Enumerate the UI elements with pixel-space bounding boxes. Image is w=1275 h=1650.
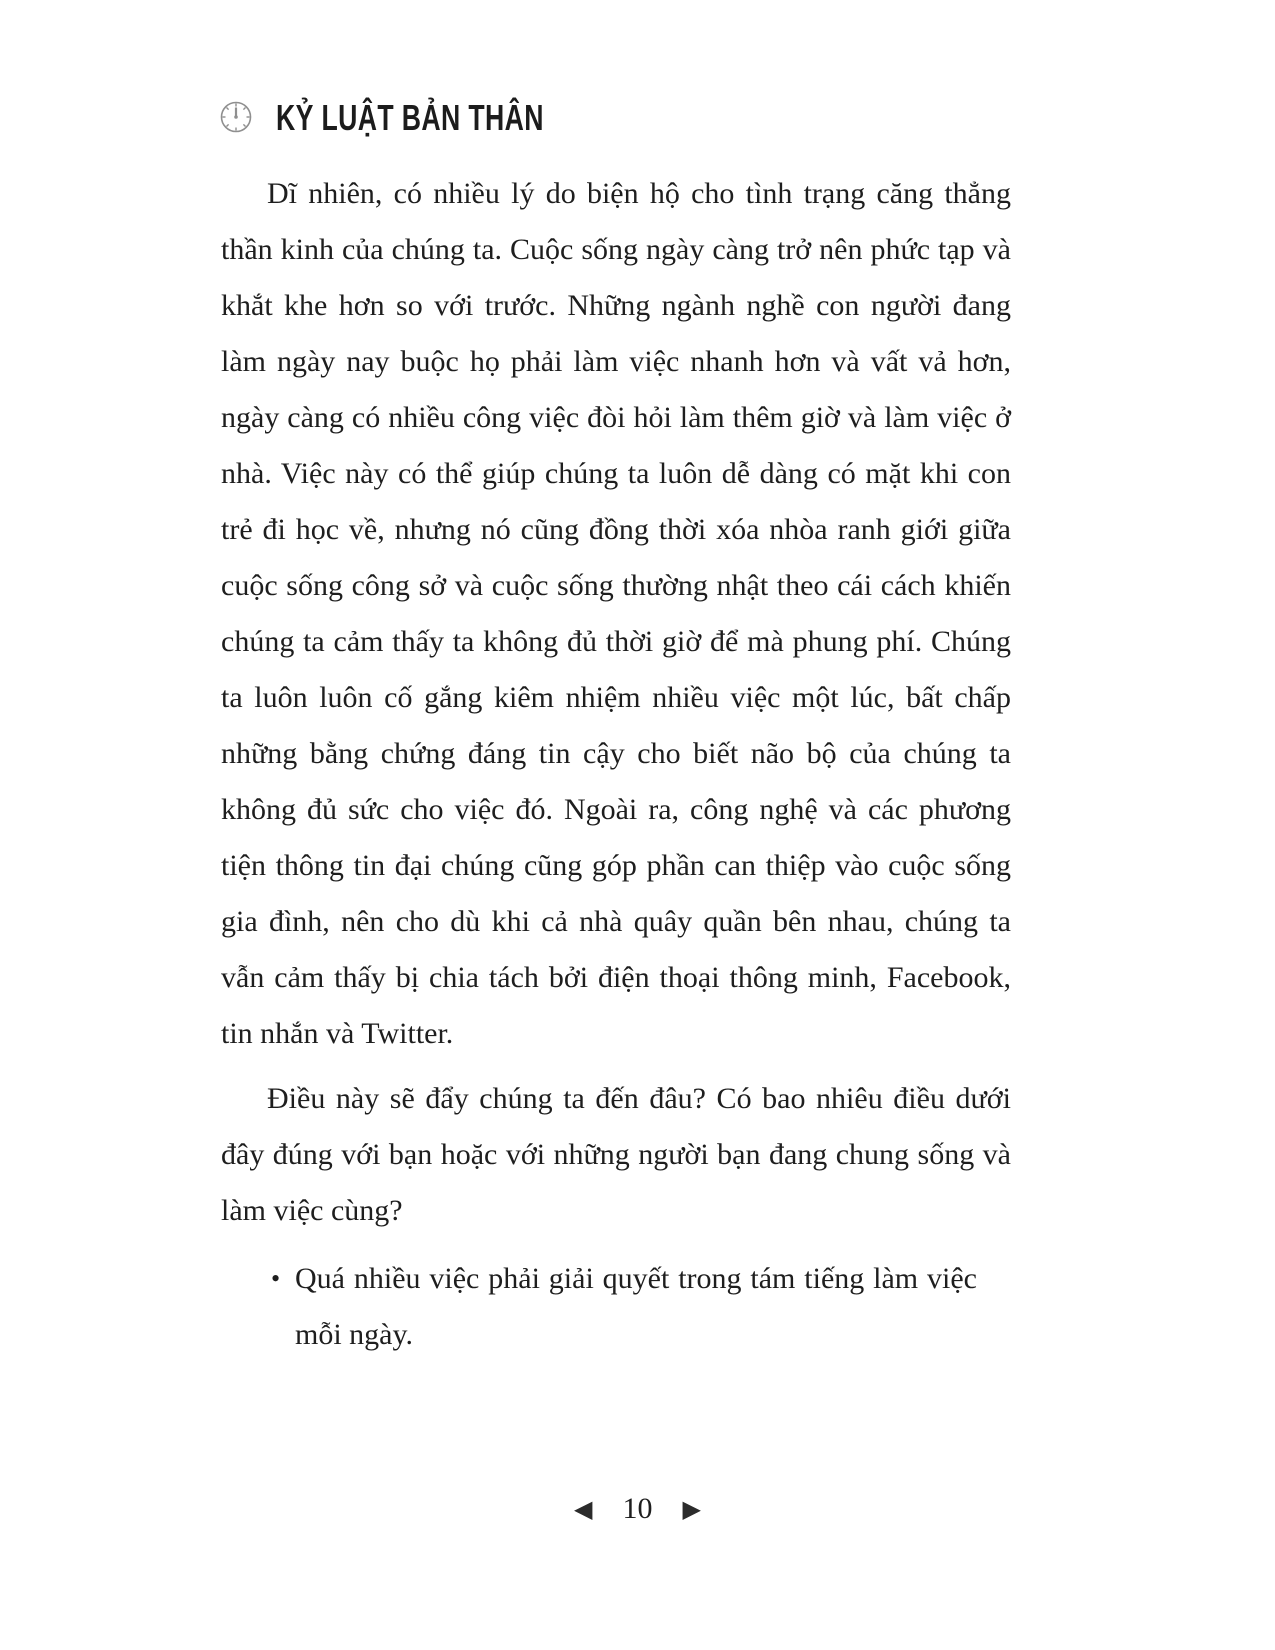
body-text: [221, 166, 1011, 1363]
next-page-icon[interactable]: ▶: [682, 1495, 701, 1523]
paragraph: Dĩ nhiên, có nhiều lý do biện hộ cho tình trạng căng thẳng thần kinh của chúng ta. Cuộc sống ngày càng trở nên phức tạp và khắt khe hơn so với trước. Những ngành nghề con người đang làm ngày nay buộc họ phải làm việc nhanh hơn và vất vả hơn, ngày càng có nhiều công việc đòi hỏi làm thêm giờ và làm việc ở nhà. Việc này có thể giúp chúng ta luôn dễ dàng có mặt khi con trẻ đi học về, nhưng nó cũng đồng thời xóa nhòa ranh giới giữa cuộc sống công sở và cuộc sống thường nhật theo cái cách khiến chúng ta cảm thấy ta không đủ thời giờ để mà phung phí. Chúng ta luôn luôn cố gắng kiêm nhiệm nhiều việc một lúc, bất chấp những bằng chứng đáng tin cậy cho biết não bộ của chúng ta không đủ sức cho việc đó. Ngoài ra, công nghệ và các phương tiện thông tin đại chúng cũng góp phần can thiệp vào cuộc sống gia đình, nên cho dù khi cả nhà quây quần bên nhau, chúng ta vẫn cảm thấy bị chia tách bởi điện thoại thông minh, Facebook, tin nhắn và Twitter.: [221, 177, 1011, 1050]
paragraph: Điều này sẽ đẩy chúng ta đến đâu? Có bao nhiêu điều dưới đây đúng với bạn hoặc với những người bạn đang chung sống và làm việc cùng?: [221, 1082, 1011, 1227]
page-header: [218, 98, 638, 136]
page-number: 10: [622, 1492, 653, 1525]
page-title: KỶ LUẬT BẢN THÂN: [276, 97, 544, 138]
bullet-list: [221, 1251, 1011, 1363]
bullet-icon: •: [271, 1264, 281, 1293]
page-footer: [0, 1494, 1275, 1524]
bullet-text: Quá nhiều việc phải giải quyết trong tám tiếng làm việc mỗi ngày.: [295, 1262, 977, 1351]
clock-icon: [218, 99, 254, 135]
list-item: [271, 1251, 1011, 1363]
previous-page-icon[interactable]: ◀: [574, 1495, 593, 1523]
